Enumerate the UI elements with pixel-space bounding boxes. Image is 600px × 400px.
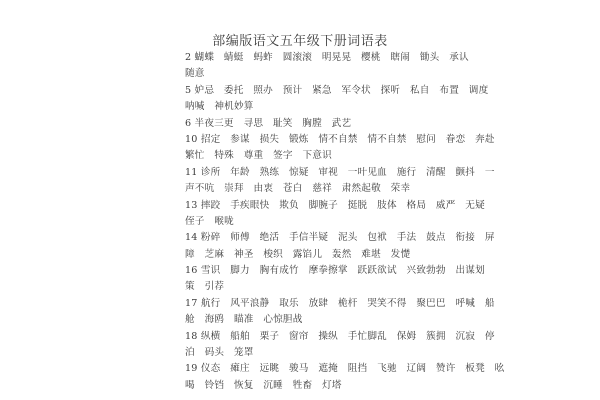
vocabulary-line: 声不吭 崇拜 由衷 苍白 慈祥 肃然起敬 荣幸 — [185, 183, 411, 195]
vocabulary-line: 侄子 喉咙 — [185, 215, 234, 227]
vocabulary-line: 10 招定 参谋 损失 锻炼 情不自禁 情不自禁 慰问 眷恋 奔赴 — [185, 133, 495, 145]
vocabulary-line: 舱 海鸥 瞄准 心惊胆战 — [185, 314, 303, 326]
vocabulary-line: 策 引荐 — [185, 281, 225, 293]
vocabulary-line: 5 妒忌 委托 照办 预计 紧急 军令状 探听 私自 布置 调度 — [185, 84, 489, 96]
vocabulary-line: 喝 铃铛 恢复 沉睡 牲畜 灯塔 — [185, 379, 342, 391]
vocabulary-line: 19 仪态 瘫庄 远眺 骏马 遮掩 阻挡 飞驰 辽阔 赞许 板凳 吆 — [185, 363, 505, 375]
vocabulary-line: 繁忙 特殊 尊重 签字 下意识 — [185, 150, 332, 162]
vocabulary-line: 障 芝麻 神圣 梭织 露馅儿 轰然 难堪 发憷 — [185, 248, 411, 260]
vocabulary-line: 2 蝴蝶 蜻蜓 蚂蚱 圆滚滚 明晃晃 樱桃 瞎闹 锄头 承认 — [185, 52, 469, 63]
vocabulary-line: 16 雪识 脚力 胸有成竹 摩拳擦掌 跃跃欲试 兴致勃勃 出谋划 — [185, 265, 485, 277]
vocabulary-line: 随意 — [185, 68, 205, 80]
document-title: 部编版语文五年级下册词语表 — [212, 34, 388, 49]
vocabulary-line: 18 纵横 船舶 栗子 窗帘 操纵 手忙脚乱 保姆 簇拥 沉寂 停 — [185, 330, 495, 342]
vocabulary-line: 13 摔跤 手疾眼快 欺负 脚腕子 挺脱 肢体 格局 威严 无疑 — [185, 199, 485, 211]
vocabulary-line: 17 航行 风平浪静 取乐 放肆 桅杆 哭笑不得 聚巴巴 呼喊 船 — [185, 297, 495, 309]
vocabulary-line: 呐喊 神机妙算 — [185, 101, 254, 113]
vocabulary-line: 14 粉碎 师傅 绝活 手信半疑 泥头 包袱 手法 鼓点 衔接 屏 — [185, 232, 495, 244]
vocabulary-line: 泊 码头 笼罩 — [185, 347, 254, 359]
vocabulary-line: 6 半夜三更 寻思 耻笑 胸膛 武艺 — [185, 117, 352, 129]
vocabulary-list — [185, 50, 505, 394]
vocabulary-line: 11 诊所 年龄 熟练 惊疑 审视 一叶见血 施行 清醒 颤抖 一 — [185, 166, 495, 178]
